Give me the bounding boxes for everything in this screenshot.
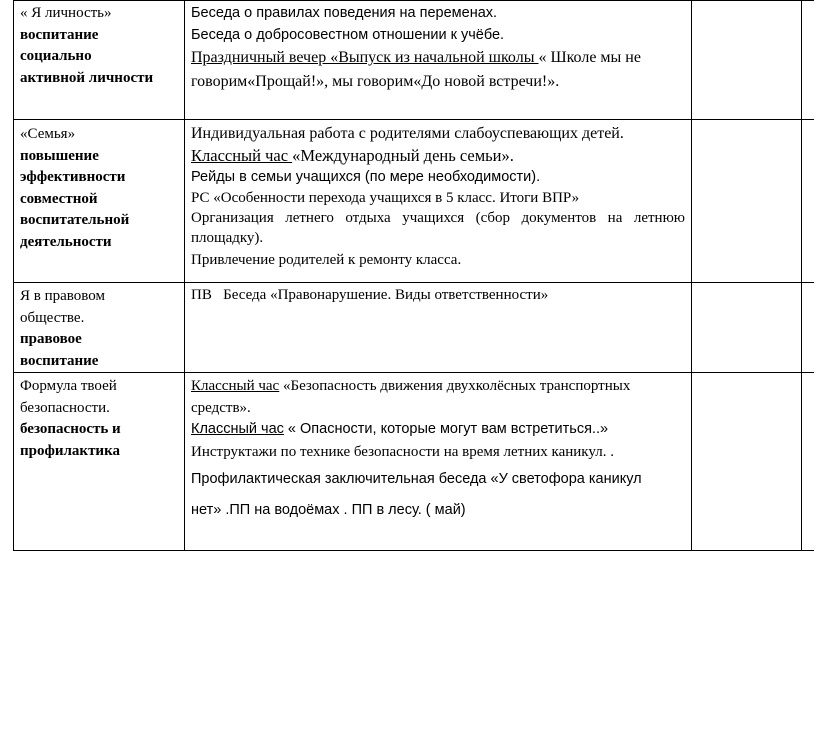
topic-goal-line: социально: [20, 48, 92, 64]
events-cell: [185, 120, 692, 283]
event-line: Рейды в семьи учащихся (по мере необходимости).: [191, 169, 541, 185]
empty-cell: [802, 120, 815, 283]
empty-cell: [802, 283, 815, 373]
topic-goal-line: активной личности: [20, 69, 154, 86]
event-line: нет» .ПП на водоёмах . ПП в лесу. ( май): [191, 502, 466, 518]
empty-cell: [802, 373, 815, 551]
topic-cell: [14, 283, 185, 373]
event-line: Беседа о правилах поведения на переменах.: [191, 5, 498, 21]
topic-title-line: Я в правовом: [20, 288, 105, 304]
empty-cell: [692, 373, 802, 551]
event-line: РС «Особенности перехода учащихся в 5 класс. Итоги ВПР»: [191, 190, 580, 206]
event-line: [191, 46, 685, 69]
topic-goal-line: правовое: [20, 331, 82, 347]
empty-cell: [692, 1, 802, 120]
topic-goal-line: воспитательной: [20, 212, 130, 228]
topic-goal-line: безопасность и: [20, 421, 121, 437]
event-line: [191, 376, 685, 419]
event-text: «Международный день семьи».: [292, 146, 514, 165]
topic-cell: [14, 373, 185, 551]
topic-goal-line: воспитание: [20, 352, 99, 369]
empty-cell: [692, 120, 802, 283]
event-text: « Школе мы не: [538, 49, 641, 66]
event-line: Профилактическая заключительная беседа «У светофора каникул: [191, 471, 642, 487]
event-line: ПВ Беседа «Правонарушение. Виды ответственности»: [191, 287, 549, 303]
event-text: « Опасности, которые могут вам встретиться..»: [283, 421, 609, 437]
events-cell: [185, 373, 692, 551]
event-underlined-text: Классный час: [191, 378, 280, 394]
plan-table: [13, 0, 814, 551]
event-underlined-text: Праздничный вечер «Выпуск из начальной школы: [191, 49, 539, 66]
topic-goal-line: совместной: [20, 190, 98, 207]
topic-cell: [14, 120, 185, 283]
topic-title-line: Формула твоей: [20, 378, 117, 394]
event-line: Организация летнего отдыха учащихся (сбор документов на летнюю площадку).: [191, 210, 685, 246]
table-row: [14, 120, 815, 283]
topic-goal-line: деятельности: [20, 233, 112, 250]
event-line: Инструктажи по технике безопасности на время летних каникул. .: [191, 444, 614, 460]
table-row: [14, 1, 815, 120]
event-line: говорим«Прощай!», мы говорим«До новой встречи!».: [191, 73, 560, 90]
event-text: «Безопасность движения двухколёсных транспортных средств».: [191, 378, 631, 416]
topic-title-line: обществе.: [20, 309, 85, 326]
event-line: Индивидуальная работа с родителями слабоуспевающих детей.: [191, 125, 624, 142]
event-line: Привлечение родителей к ремонту класса.: [191, 252, 462, 268]
topic-title: «Семья»: [20, 126, 76, 142]
event-underlined-text: Классный час: [191, 421, 284, 437]
event-line: [191, 145, 685, 167]
topic-cell: [14, 1, 185, 120]
event-underlined-text: Классный час: [191, 146, 293, 165]
topic-goal-line: профилактика: [20, 442, 120, 459]
event-line: Беседа о добросовестном отношении к учёбе.: [191, 26, 505, 43]
events-cell: [185, 1, 692, 120]
table-row: [14, 283, 815, 373]
events-cell: [185, 283, 692, 373]
empty-cell: [802, 1, 815, 120]
topic-title-line: безопасности.: [20, 399, 110, 416]
topic-title: « Я личность»: [20, 5, 112, 21]
empty-cell: [692, 283, 802, 373]
topic-goal-line: повышение: [20, 147, 99, 164]
topic-goal-line: воспитание: [20, 26, 99, 43]
event-line: [191, 419, 685, 440]
table-row: [14, 373, 815, 551]
topic-goal-line: эффективности: [20, 169, 126, 185]
